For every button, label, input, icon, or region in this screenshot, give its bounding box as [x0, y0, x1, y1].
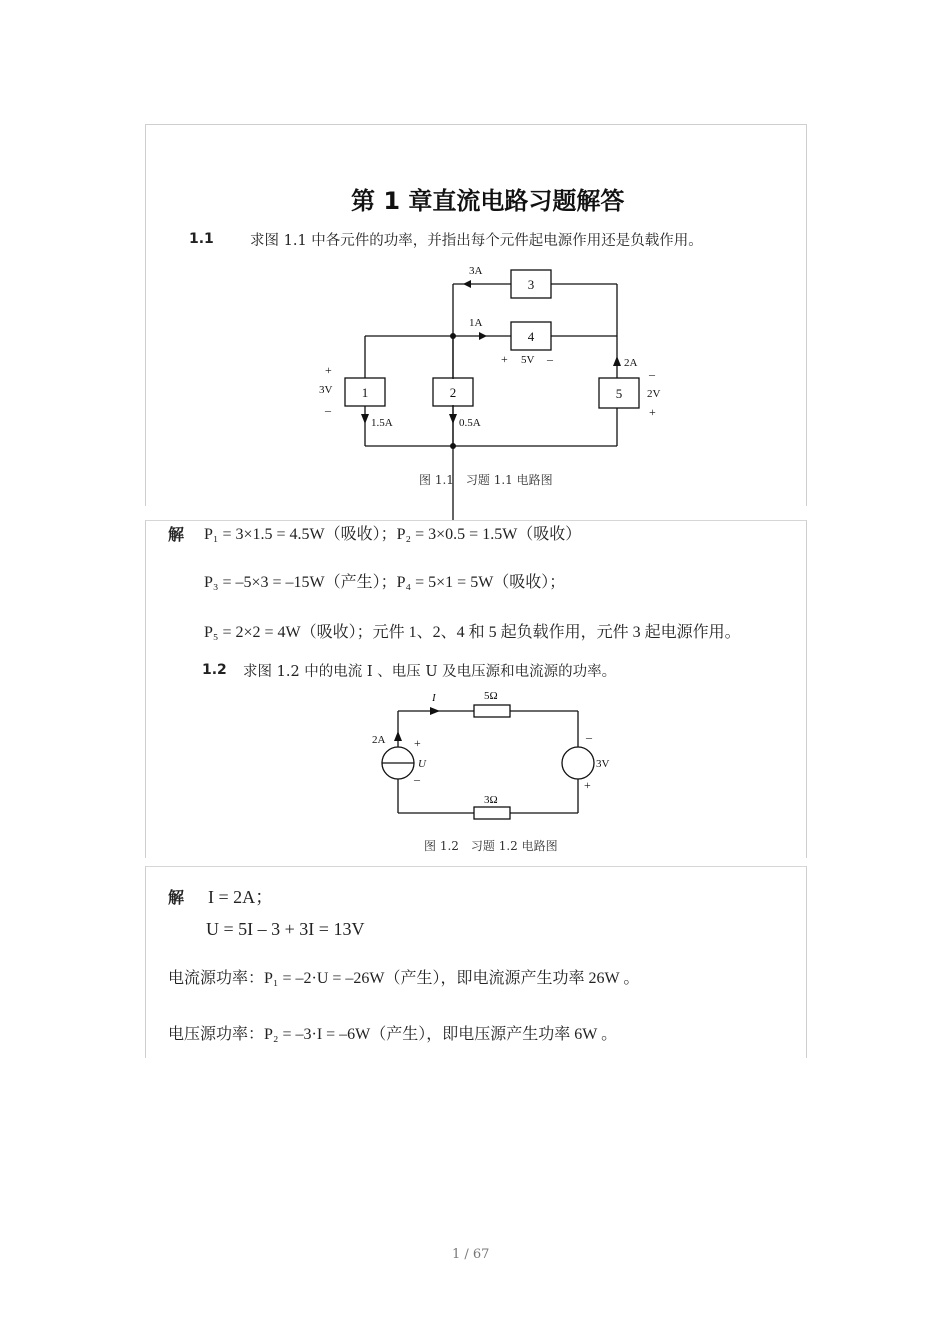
circuit-figure-1-1 — [301, 260, 661, 475]
answer-1-line-1: P₁ = 3×1.5 = 4.5W（吸收）；P₂ = 3×0.5 = 1.5W（吸收） — [204, 526, 582, 543]
label-2a-source: 2A — [372, 734, 386, 746]
answer-2-line-2: U = 5I – 3 + 3I = 13V — [206, 919, 365, 939]
answer-2-line-4: 电压源功率：P₂ = –3·I = –6W（产生），即电压源产生功率 6W 。 — [168, 1026, 618, 1043]
label-2a: 2A — [624, 357, 638, 369]
answer-2-line-3: 电流源功率：P₁ = –2·U = –26W（产生），即电流源产生功率 26W 。 — [168, 970, 640, 987]
answer-1-label: 解 — [168, 525, 185, 544]
circuit-figure-1-2 — [368, 689, 610, 819]
label-v5-minus: – — [649, 367, 655, 381]
element-1-label: 1 — [361, 385, 369, 400]
figure-1-1-caption: 图 1.1 习题 1.1 电路图 — [419, 473, 553, 487]
question-1-text: 求图 1.1 中各元件的功率，并指出每个元件起电源作用还是负载作用。 — [250, 233, 703, 249]
label-2v: 2V — [647, 388, 661, 400]
answer-1-line-2: P₃ = –5×3 = –15W（产生）；P₄ = 5×1 = 5W（吸收）； — [204, 574, 566, 591]
label-3a: 3A — [469, 265, 483, 277]
label-i: I — [432, 692, 436, 704]
element-2-label: 2 — [449, 385, 457, 400]
page-section-1 — [145, 124, 807, 506]
element-5-label: 5 — [615, 386, 623, 401]
node-bottom — [450, 443, 456, 449]
label-3-ohm: 3Ω — [484, 794, 498, 806]
chapter-title: 第 1 章直流电路习题解答 — [351, 187, 625, 215]
label-5-ohm: 5Ω — [484, 690, 498, 702]
label-0-5a: 0.5A — [459, 417, 481, 429]
answer-2-label: 解 — [168, 888, 185, 907]
label-vs-plus: + — [584, 778, 591, 792]
resistor-3-ohm — [474, 807, 510, 819]
question-2-number: 1.2 — [202, 662, 227, 678]
label-1-5a: 1.5A — [371, 417, 393, 429]
resistor-5-ohm — [474, 705, 510, 717]
label-u-minus: – — [414, 772, 420, 786]
label-v4-plus: + — [501, 352, 508, 366]
page-number: 1 / 67 — [452, 1247, 490, 1262]
question-2-text: 求图 1.2 中的电流 I 、电压 U 及电压源和电流源的功率。 — [243, 664, 617, 680]
figure-1-2-caption: 图 1.2 习题 1.2 电路图 — [424, 839, 558, 853]
page-section-3 — [145, 866, 807, 1058]
label-v1-minus: – — [325, 403, 331, 417]
element-4-label: 4 — [527, 329, 535, 344]
answer-2-line-1: I = 2A； — [208, 887, 274, 907]
answer-1-line-3: P₅ = 2×2 = 4W（吸收）；元件 1、2、4 和 5 起负载作用，元件 3 起电源作用。 — [204, 624, 741, 641]
element-3-label: 3 — [527, 277, 535, 292]
label-vs-minus: – — [586, 730, 592, 744]
label-v5-plus: + — [649, 405, 656, 419]
page-section-2 — [145, 520, 807, 858]
label-3v-source: 3V — [596, 758, 610, 770]
voltage-source — [562, 747, 594, 779]
label-v1-plus: + — [325, 363, 332, 377]
question-1-number: 1.1 — [189, 231, 214, 247]
label-u-plus: + — [414, 736, 421, 750]
label-3v: 3V — [319, 384, 333, 396]
label-1a: 1A — [469, 317, 483, 329]
label-v4-minus: – — [547, 352, 553, 366]
label-5v: 5V — [521, 354, 535, 366]
label-u: U — [418, 758, 426, 770]
node-top — [450, 333, 456, 339]
